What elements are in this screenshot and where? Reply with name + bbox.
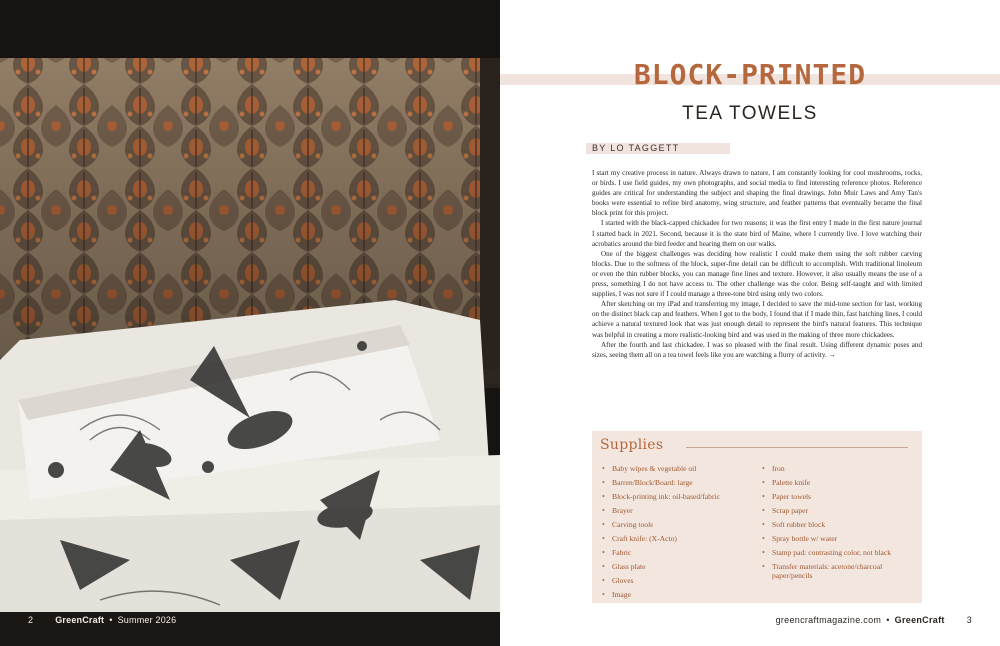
supply-item-label: Gloves [612,576,634,585]
supply-item [760,534,910,543]
bullet-icon: • [602,562,605,571]
supplies-box [592,431,922,603]
supply-item [600,506,760,515]
article-paragraph: One of the biggest challenges was deciding how realistic I could make them using the soft rubber carving blocks. Due to the softness of the block, super-fine detail can be difficult to accomplish. With traditional linoleum or even the thin rubber blocks, you can manage fine lines and texture. However, it also usually means the use of a press, something I do not have access to. The other challenge was the color. Being self-taught and with limited supplies, I was not sure if I could manage a three-tone bird using only two colors. [592,249,922,299]
supply-item [600,464,760,473]
supply-item-label: Palette knife [772,478,811,487]
bullet-icon: • [762,520,765,529]
article-byline: BY LO TAGGETT [586,143,730,154]
supply-item-label: Carving tools [612,520,654,529]
article-title: BLOCK-PRINTED [633,58,867,91]
supply-item [600,548,760,557]
supply-item [600,478,760,487]
supplies-divider [686,447,908,448]
bullet-icon: • [602,548,605,557]
supply-item [760,562,910,581]
left-footer-separator: • [109,615,113,625]
supply-item [600,562,760,571]
supply-item-label: Spray bottle w/ water [772,534,838,543]
supply-item [760,506,910,515]
supplies-list-column-b [760,464,910,585]
bullet-icon: • [602,478,605,487]
supply-item-label: Barren/Block/Board: large [612,478,693,487]
supply-item-label: Image [612,590,631,599]
bullet-icon: • [762,478,765,487]
bullet-icon: • [762,464,765,473]
article-paragraph: I started with the black-capped chickadee for two reasons; it was the first entry I made in the first nature journal I started back in 2021. Second, because it is the state bird of Maine, where I currently live. I love watching their acrobatics around the bird feeder and hearing them on our walks. [592,219,922,248]
website-url: greencraftmagazine.com [775,615,882,625]
supply-item [600,590,760,599]
article-paragraph: I start my creative process in nature. Always drawn to nature, I am constantly looking for cool mushrooms, rocks, or birds. I use field guides, my own photographs, and social media to find interesting reference photos. Reference guides are critical for understanding the subject and shaping the final drawings. John Muir Laws and Amy Tan's books were essential to refine bird anatomy, wing structure, and feather patterns that eventually became the final block print for this project. [592,169,922,218]
supply-item-label: Paper towels [772,492,812,501]
supplies-list-column-a [600,464,760,604]
article-body [592,168,922,360]
footer-separator: • [886,615,890,625]
supply-item [600,534,760,543]
right-page [500,0,1000,646]
left-page-footer [28,615,176,625]
supply-item-label: Block-printing ink: oil-based/fabric [612,492,720,501]
supply-item [760,464,910,473]
bullet-icon: • [602,464,605,473]
bullet-icon: • [762,506,765,515]
supply-item-label: Baby wipes & vegetable oil [612,464,697,473]
bullet-icon: • [762,492,765,501]
bullet-icon: • [602,506,605,515]
supply-item [760,548,910,557]
bullet-icon: • [602,492,605,501]
supply-item-label: Brayer [612,506,633,515]
bullet-icon: • [602,576,605,585]
bullet-icon: • [762,534,765,543]
supply-item-label: Soft rubber block [772,520,826,529]
supply-item [760,492,910,501]
supply-item [760,520,910,529]
bullet-icon: • [762,562,765,571]
supply-item-label: Craft knife: (X-Acto) [612,534,677,543]
right-page-footer [776,615,972,625]
bullet-icon: • [602,520,605,529]
bullet-icon: • [762,548,765,557]
supply-item-label: Transfer materials: acetone/charcoal paper/pencils [772,562,883,581]
supply-item-label: Stamp pad: contrasting color, not black [772,548,892,557]
supplies-title: Supplies [600,437,664,453]
supply-item-label: Fabric [612,548,632,557]
supply-item [600,492,760,501]
article-paragraph: After the fourth and last chickadee, I was so pleased with the final result. Using different dynamic poses and sizes, seeing them all on a tea towel feels like you are watching a flurry of activity. → [592,340,922,359]
supply-item [760,478,910,487]
supply-item-label: Glass plate [612,562,646,571]
right-magazine-name: GreenCraft [894,615,945,625]
supply-item-label: Iron [772,464,785,473]
left-magazine-name: GreenCraft [55,615,105,625]
supply-item [600,576,760,585]
bullet-icon: • [602,534,605,543]
bullet-icon: • [602,590,605,599]
supply-item-label: Scrap paper [772,506,809,515]
supply-item [600,520,760,529]
right-page-number: 3 [966,615,972,625]
article-subtitle: TEA TOWELS [682,103,818,124]
article-paragraph: After sketching on my iPad and transferring my image, I decided to save the mid-tone section for last, working on the distinct black cap and feathers. When I got to the body, I found that if I made thin, fast hatching lines, I could achieve a natural textured look that was just enough detail to represent the bird's natural features. This technique was helpful in creating a more realistic-looking bird and was used in the making of three more chickadees. [592,300,922,339]
left-page-number: 2 [28,615,34,625]
left-issue-label: Summer 2026 [117,615,177,625]
